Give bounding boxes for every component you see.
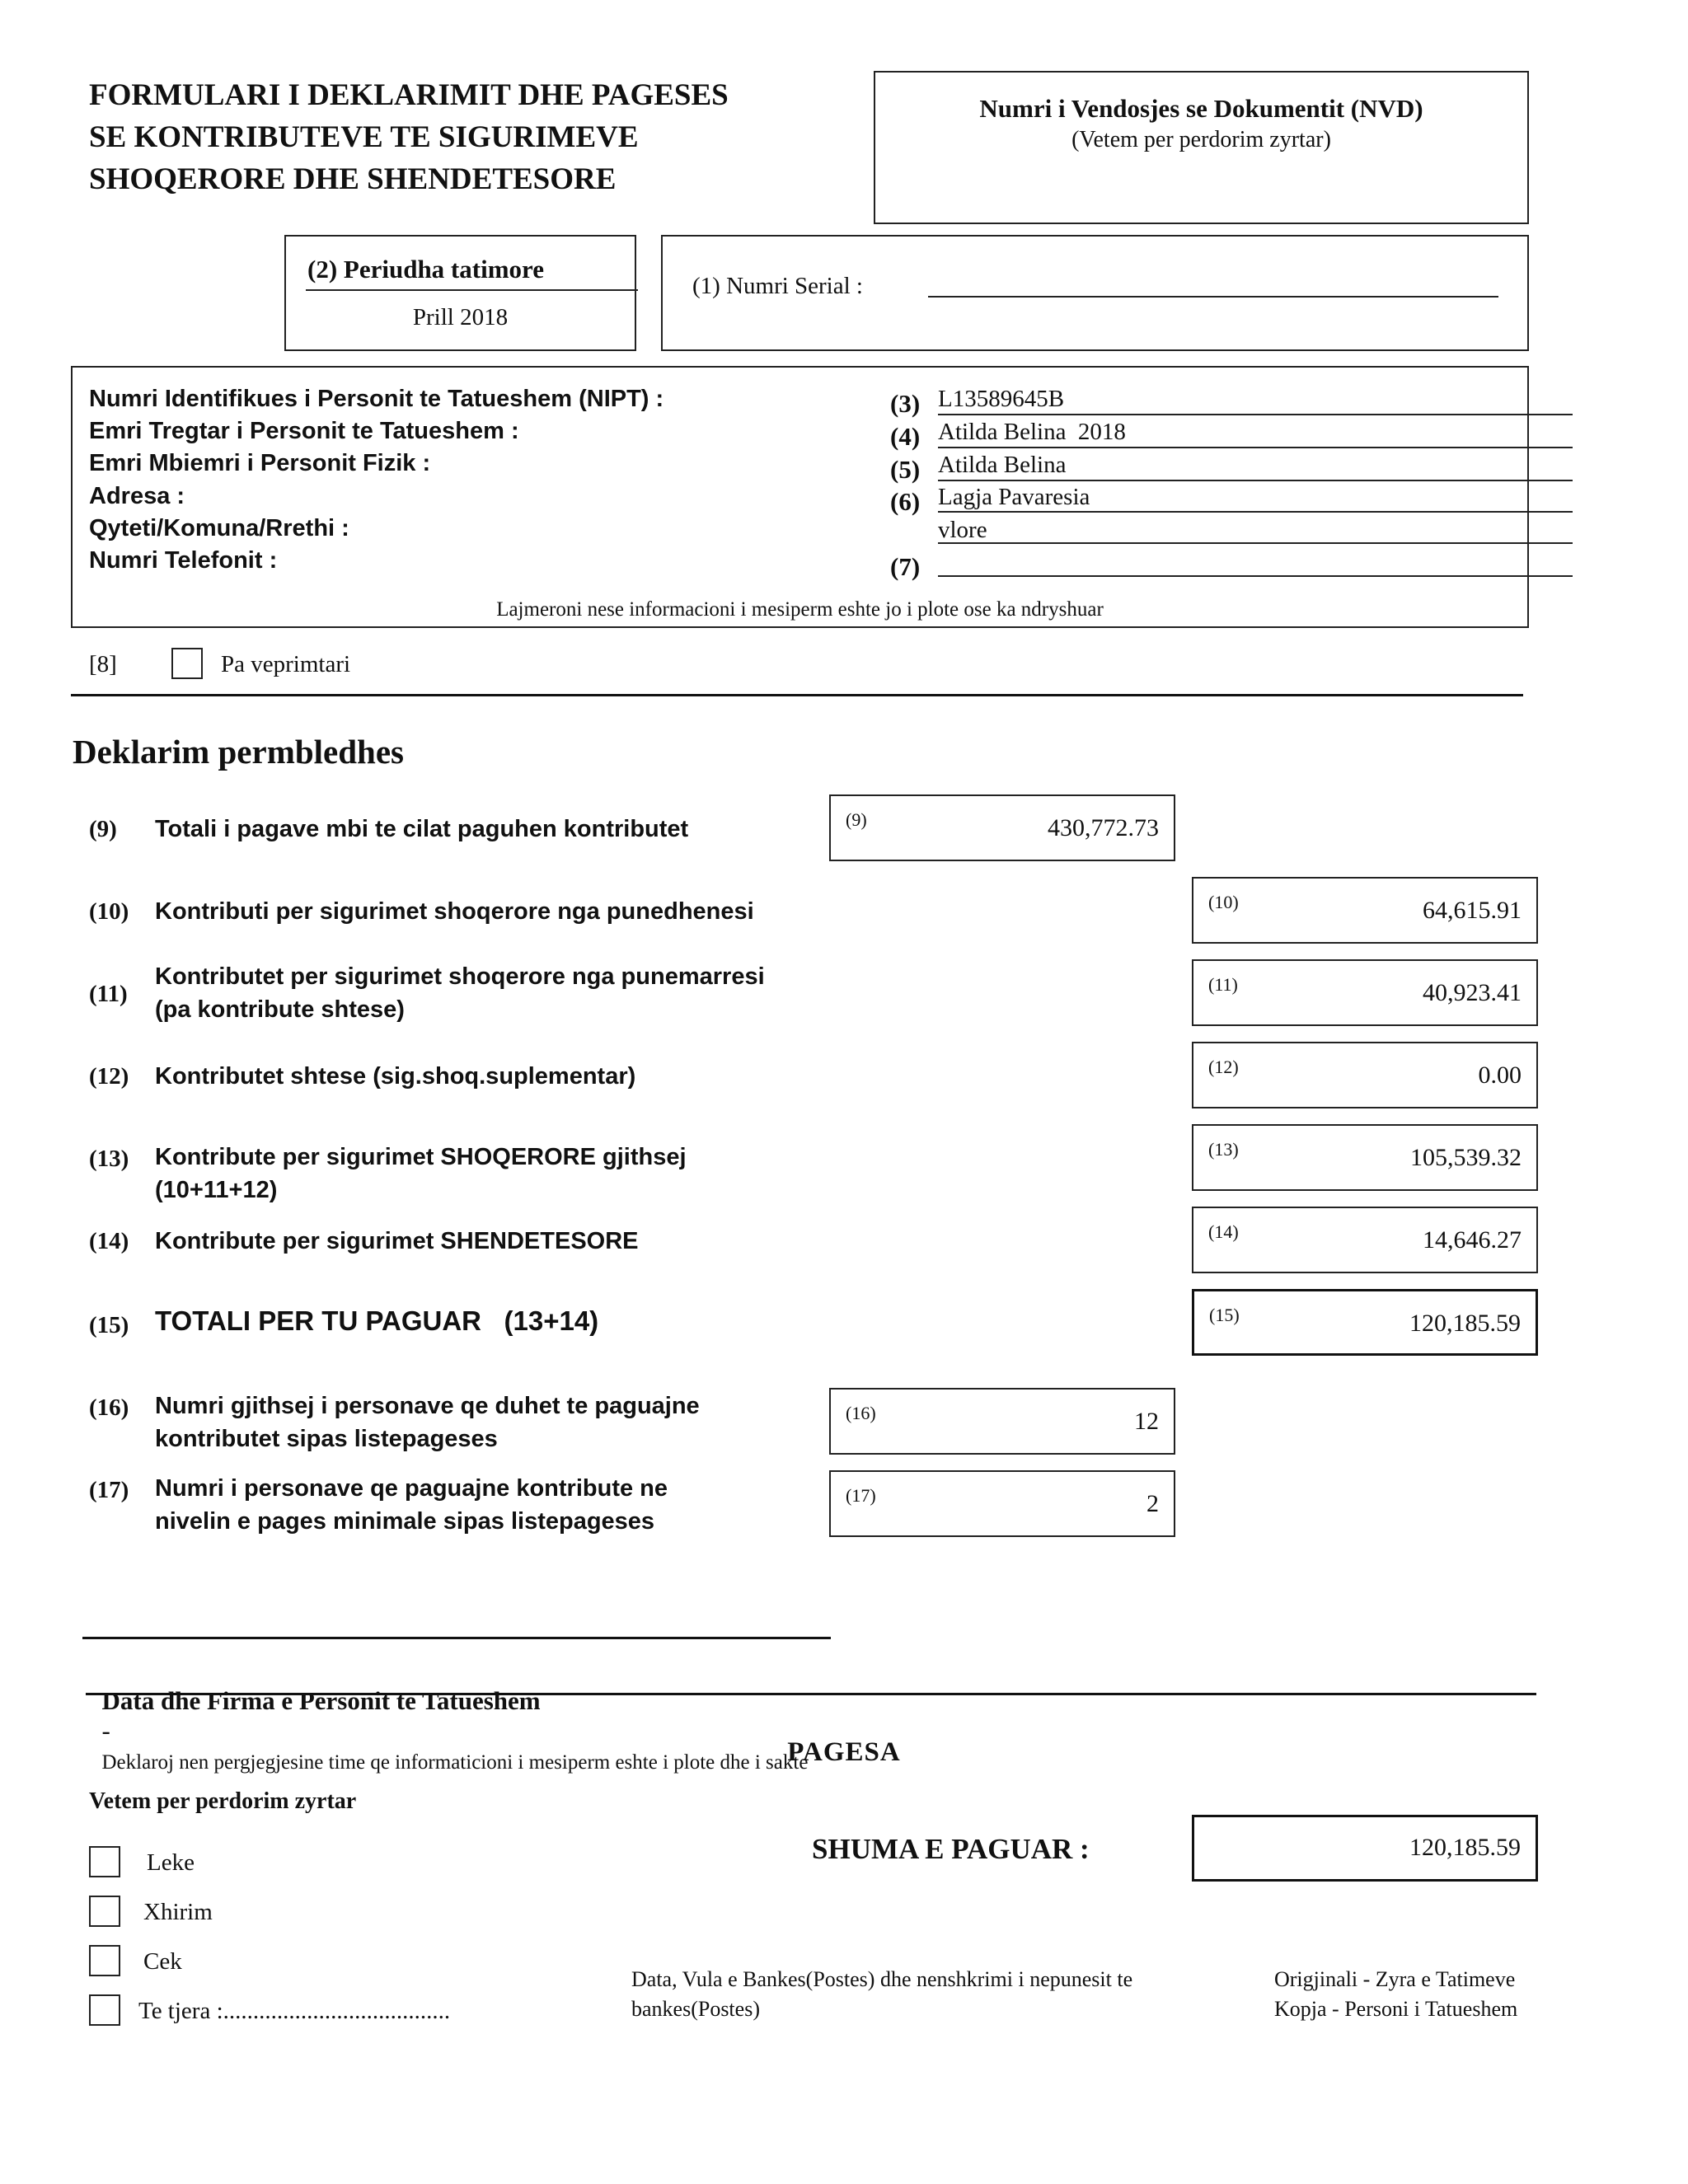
amount-paid-value: 120,185.59 bbox=[1409, 1834, 1521, 1861]
bank-stamp-note-line: bankes(Postes) bbox=[631, 1997, 760, 2021]
payment-method-label: Cek bbox=[143, 1948, 182, 1975]
summary-heading: Deklarim permbledhes bbox=[73, 733, 404, 771]
health-contribution-value: 14,646.27 bbox=[1423, 1226, 1522, 1254]
row-label bbox=[155, 1060, 635, 1093]
form-title bbox=[89, 74, 729, 200]
trade-name-label: Emri Tregtar i Personit te Tatueshem : bbox=[89, 418, 519, 444]
tax-period-value: Prill 2018 bbox=[412, 304, 509, 330]
row-label bbox=[155, 1305, 598, 1337]
field-number: (5) bbox=[890, 455, 921, 484]
info-change-note: Lajmeroni nese informacioni i mesiperm eshte jo i plote ose ka ndryshuar bbox=[496, 598, 1104, 621]
payment-other-checkbox[interactable] bbox=[89, 1994, 120, 2026]
box-number: (10) bbox=[1208, 892, 1239, 912]
row-label bbox=[155, 1141, 687, 1207]
row-number: (11) bbox=[89, 981, 128, 1007]
box-number: (11) bbox=[1208, 974, 1238, 995]
row-label bbox=[155, 960, 765, 1026]
field-number: (6) bbox=[890, 487, 921, 516]
row-number: (9) bbox=[89, 816, 117, 842]
nipt-value: L13589645B bbox=[938, 386, 1065, 412]
minimum-wage-persons-box bbox=[829, 1470, 1175, 1537]
payment-transfer-checkbox[interactable] bbox=[89, 1896, 120, 1927]
city-label: Qyteti/Komuna/Rrethi : bbox=[89, 515, 349, 541]
signature-separator: - bbox=[101, 1716, 110, 1745]
total-wages-box bbox=[829, 794, 1175, 861]
minimum-wage-persons-value: 2 bbox=[1146, 1490, 1159, 1517]
row-number: (13) bbox=[89, 1146, 129, 1172]
row-label bbox=[155, 1472, 668, 1538]
social-contribution-total-box bbox=[1192, 1124, 1538, 1191]
nvd-title: Numri i Vendosjes se Dokumentit (NVD) bbox=[979, 94, 1423, 123]
total-persons-box bbox=[829, 1388, 1175, 1455]
row-label-line: Kontribute per sigurimet SHOQERORE gjithsej bbox=[155, 1144, 687, 1170]
box-number: (13) bbox=[1208, 1139, 1239, 1160]
address-value: Lagja Pavaresia bbox=[938, 484, 1090, 510]
box-number: (9) bbox=[846, 809, 867, 830]
no-activity-label: Pa veprimtari bbox=[221, 651, 351, 677]
social-contribution-total-value: 105,539.32 bbox=[1410, 1144, 1522, 1171]
payment-method-label: Xhirim bbox=[143, 1899, 213, 1925]
form-title-line: FORMULARI I DEKLARIMIT DHE PAGESES bbox=[89, 78, 729, 112]
box-number: (17) bbox=[846, 1485, 876, 1506]
row-label bbox=[155, 895, 754, 928]
row-label-line: Numri i personave qe paguajne kontribute ne bbox=[155, 1475, 668, 1502]
serial-number-box bbox=[661, 235, 1529, 351]
signature-line[interactable] bbox=[82, 1637, 831, 1639]
serial-number-field[interactable] bbox=[928, 296, 1498, 298]
box-number: (15) bbox=[1209, 1305, 1240, 1325]
phone-label: Numri Telefonit : bbox=[89, 547, 278, 574]
row-label-line: Kontributi per sigurimet shoqerore nga punedhenesi bbox=[155, 898, 754, 925]
form-title-line: SE KONTRIBUTEVE TE SIGURIMEVE bbox=[89, 120, 639, 154]
row-label-line: (10+11+12) bbox=[155, 1177, 278, 1203]
field-number: [8] bbox=[89, 651, 117, 677]
signature-label: Data dhe Firma e Personit te Tatueshem bbox=[101, 1686, 541, 1715]
row-label bbox=[155, 1390, 700, 1455]
payment-heading: PAGESA bbox=[787, 1737, 901, 1767]
form-title-line: SHOQERORE DHE SHENDETESORE bbox=[89, 162, 617, 196]
row-label bbox=[155, 813, 688, 846]
supplementary-contribution-value: 0.00 bbox=[1478, 1062, 1522, 1089]
address-label: Adresa : bbox=[89, 483, 185, 509]
row-label-line: TOTALI PER TU PAGUAR (13+14) bbox=[155, 1305, 599, 1336]
field-number: (4) bbox=[890, 422, 921, 451]
box-number: (14) bbox=[1208, 1221, 1239, 1242]
copies-note-line: Origjinali - Zyra e Tatimeve bbox=[1274, 1967, 1516, 1991]
employee-contribution-value: 40,923.41 bbox=[1423, 979, 1522, 1006]
total-persons-value: 12 bbox=[1134, 1408, 1159, 1435]
row-label-line: Kontributet shtese (sig.shoq.suplementar) bbox=[155, 1063, 636, 1090]
row-label-line: Totali i pagave mbi te cilat paguhen kontributet bbox=[155, 816, 689, 842]
row-number: (17) bbox=[89, 1477, 129, 1503]
box-number: (16) bbox=[846, 1403, 876, 1423]
taxpayer-info-box bbox=[71, 366, 1529, 628]
row-label-line: nivelin e pages minimale sipas listepageses bbox=[155, 1508, 655, 1535]
row-label-line: Numri gjithsej i personave qe duhet te paguajne bbox=[155, 1393, 700, 1419]
row-number: (16) bbox=[89, 1394, 129, 1421]
row-number: (14) bbox=[89, 1228, 129, 1254]
row-number: (15) bbox=[89, 1312, 129, 1338]
supplementary-contribution-box bbox=[1192, 1042, 1538, 1108]
row-label-line: Kontribute per sigurimet SHENDETESORE bbox=[155, 1228, 639, 1254]
row-number: (12) bbox=[89, 1063, 129, 1090]
no-activity-checkbox[interactable] bbox=[171, 648, 203, 679]
person-name-value: Atilda Belina bbox=[938, 452, 1067, 478]
trade-name-value: Atilda Belina 2018 bbox=[938, 419, 1126, 445]
bank-stamp-note-line: Data, Vula e Bankes(Postes) dhe nenshkrimi i nepunesit te bbox=[631, 1967, 1133, 1991]
person-name-label: Emri Mbiemri i Personit Fizik : bbox=[89, 450, 431, 476]
payment-check-checkbox[interactable] bbox=[89, 1945, 120, 1976]
health-contribution-box bbox=[1192, 1207, 1538, 1273]
tax-period-box bbox=[284, 235, 636, 351]
employee-contribution-box bbox=[1192, 959, 1538, 1026]
city-value: vlore bbox=[938, 517, 987, 543]
payment-method-label: Leke bbox=[147, 1849, 195, 1876]
serial-number-label: (1) Numri Serial : bbox=[692, 273, 863, 299]
row-number: (10) bbox=[89, 898, 129, 925]
row-label-line: kontributet sipas listepageses bbox=[155, 1426, 498, 1452]
nvd-box bbox=[874, 71, 1529, 224]
employer-contribution-value: 64,615.91 bbox=[1423, 897, 1522, 924]
official-use-label: Vetem per perdorim zyrtar bbox=[89, 1788, 357, 1814]
copies-note-line: Kopja - Personi i Tatueshem bbox=[1274, 1997, 1518, 2021]
field-number: (3) bbox=[890, 389, 921, 418]
row-label-line: (pa kontribute shtese) bbox=[155, 996, 405, 1023]
total-to-pay-box bbox=[1192, 1289, 1538, 1356]
row-label bbox=[155, 1225, 639, 1258]
row-label-line: Kontributet per sigurimet shoqerore nga punemarresi bbox=[155, 963, 765, 990]
amount-paid-label: SHUMA E PAGUAR : bbox=[812, 1833, 1090, 1865]
declaration-text: Deklaroj nen pergjegjesine time qe informaticioni i mesiperm eshte i plote dhe i sakte bbox=[101, 1751, 809, 1774]
nipt-label: Numri Identifikues i Personit te Tatueshem (NIPT) : bbox=[89, 386, 664, 412]
bank-stamp-note bbox=[631, 1965, 1132, 2024]
nvd-subtitle: (Vetem per perdorim zyrtar) bbox=[1071, 127, 1331, 152]
amount-paid-box bbox=[1192, 1815, 1538, 1882]
tax-period-label: (2) Periudha tatimore bbox=[307, 255, 544, 284]
payment-cash-checkbox[interactable] bbox=[89, 1846, 120, 1877]
field-number: (7) bbox=[890, 552, 921, 581]
total-to-pay-value: 120,185.59 bbox=[1409, 1310, 1521, 1337]
payment-method-label: Te tjera :...................................... bbox=[138, 1998, 451, 2024]
employer-contribution-box bbox=[1192, 877, 1538, 944]
total-wages-value: 430,772.73 bbox=[1048, 814, 1159, 841]
copies-note bbox=[1274, 1965, 1517, 2024]
box-number: (12) bbox=[1208, 1057, 1239, 1077]
